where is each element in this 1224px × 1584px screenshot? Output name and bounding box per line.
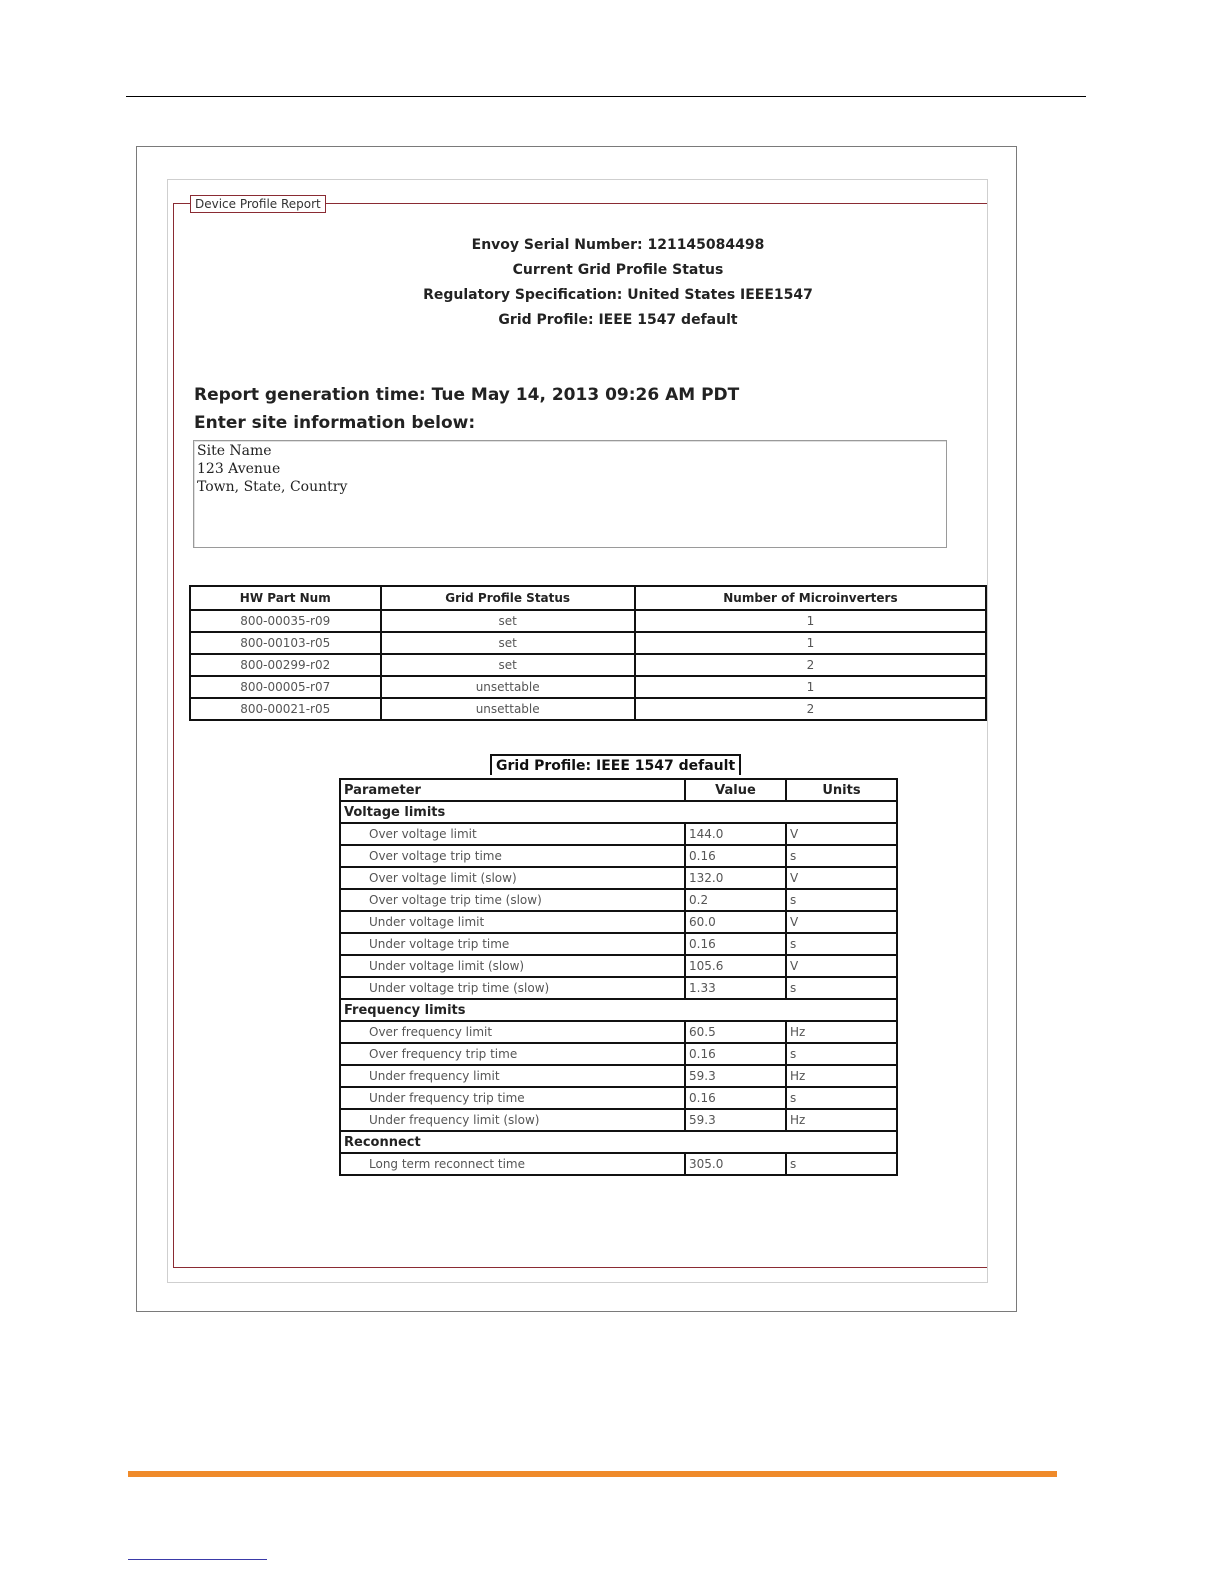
- microinverter-count-cell: 1: [635, 610, 986, 632]
- grid-profile-line: Grid Profile: IEEE 1547 default: [498, 312, 738, 328]
- group-row-voltage-limits: [340, 801, 897, 823]
- grid-status-line: Current Grid Profile Status: [512, 262, 724, 278]
- parameter-cell: Over voltage trip time: [340, 845, 685, 867]
- parameter-cell: Under voltage trip time: [340, 933, 685, 955]
- grid-status-cell: unsettable: [381, 676, 635, 698]
- microinverter-count-cell: 1: [635, 632, 986, 654]
- table-row: [340, 911, 897, 933]
- units-cell: s: [786, 1153, 897, 1175]
- grid-profile-table-title: Grid Profile: IEEE 1547 default: [490, 754, 741, 775]
- hw-part-num-header: HW Part Num: [190, 586, 381, 610]
- value-cell: 0.16: [685, 845, 786, 867]
- parameter-cell: Under voltage trip time (slow): [340, 977, 685, 999]
- parameter-cell: Under frequency trip time: [340, 1087, 685, 1109]
- units-cell: s: [786, 1043, 897, 1065]
- microinverter-count-header: Number of Microinverters: [635, 586, 986, 610]
- parameter-cell: Under frequency limit: [340, 1065, 685, 1087]
- table-row: [190, 676, 986, 698]
- value-cell: 59.3: [685, 1109, 786, 1131]
- value-cell: 0.16: [685, 933, 786, 955]
- units-cell: V: [786, 955, 897, 977]
- grid-status-cell: set: [381, 632, 635, 654]
- parameter-header: Parameter: [340, 779, 685, 801]
- value-cell: 0.2: [685, 889, 786, 911]
- value-cell: 0.16: [685, 1043, 786, 1065]
- units-cell: s: [786, 933, 897, 955]
- parameter-cell: Long term reconnect time: [340, 1153, 685, 1175]
- microinverter-count-cell: 2: [635, 698, 986, 720]
- units-cell: s: [786, 977, 897, 999]
- footer-accent-bar: [128, 1471, 1057, 1477]
- page-header-rule: [126, 96, 1086, 97]
- units-cell: Hz: [786, 1109, 897, 1131]
- table-row: [190, 610, 986, 632]
- grid-profile-header-row: [340, 779, 897, 801]
- hw-part-num-cell: 800-00103-r05: [190, 632, 381, 654]
- footer-link-underline: [128, 1559, 267, 1560]
- value-cell: 144.0: [685, 823, 786, 845]
- units-cell: V: [786, 823, 897, 845]
- parameter-cell: Over voltage limit: [340, 823, 685, 845]
- value-header: Value: [685, 779, 786, 801]
- table-row: [190, 698, 986, 720]
- parameter-cell: Over voltage limit (slow): [340, 867, 685, 889]
- parameter-cell: Over voltage trip time (slow): [340, 889, 685, 911]
- screenshot-frame: [136, 146, 1017, 1312]
- parameter-cell: Over frequency trip time: [340, 1043, 685, 1065]
- units-cell: V: [786, 911, 897, 933]
- units-cell: s: [786, 1087, 897, 1109]
- group-label: Voltage limits: [340, 801, 897, 823]
- parameter-cell: Under voltage limit (slow): [340, 955, 685, 977]
- parameter-cell: Under frequency limit (slow): [340, 1109, 685, 1131]
- units-cell: s: [786, 889, 897, 911]
- table-row: [340, 977, 897, 999]
- table-row: [340, 1065, 897, 1087]
- table-row: [340, 1021, 897, 1043]
- value-cell: 60.5: [685, 1021, 786, 1043]
- hw-part-num-cell: 800-00021-r05: [190, 698, 381, 720]
- group-label: Frequency limits: [340, 999, 897, 1021]
- microinverter-count-cell: 2: [635, 654, 986, 676]
- table-row: [340, 1043, 897, 1065]
- report-page: [167, 179, 988, 1283]
- hw-part-num-cell: 800-00035-r09: [190, 610, 381, 632]
- group-row-frequency-limits: [340, 999, 897, 1021]
- value-cell: 60.0: [685, 911, 786, 933]
- report-header: [168, 233, 988, 333]
- table-row: [190, 632, 986, 654]
- serial-number-line: Envoy Serial Number: 121145084498: [471, 237, 765, 253]
- site-info-label: Enter site information below:: [194, 413, 476, 433]
- units-cell: Hz: [786, 1065, 897, 1087]
- report-generation-time: Report generation time: Tue May 14, 2013 09:26 AM PDT: [194, 385, 740, 405]
- hw-part-table: [189, 585, 987, 721]
- value-cell: 59.3: [685, 1065, 786, 1087]
- table-row: [340, 845, 897, 867]
- hw-table-header-row: [190, 586, 986, 610]
- table-row: [340, 889, 897, 911]
- fieldset-legend: Device Profile Report: [190, 195, 326, 213]
- table-row: [340, 1087, 897, 1109]
- value-cell: 0.16: [685, 1087, 786, 1109]
- table-row: [340, 867, 897, 889]
- table-row: [190, 654, 986, 676]
- value-cell: 305.0: [685, 1153, 786, 1175]
- table-row: [340, 823, 897, 845]
- hw-part-num-cell: 800-00299-r02: [190, 654, 381, 676]
- parameter-cell: Over frequency limit: [340, 1021, 685, 1043]
- grid-profile-status-header: Grid Profile Status: [381, 586, 635, 610]
- value-cell: 1.33: [685, 977, 786, 999]
- table-row: [340, 933, 897, 955]
- regulatory-spec-line: Regulatory Specification: United States IEEE1547: [423, 287, 813, 303]
- microinverter-count-cell: 1: [635, 676, 986, 698]
- site-info-textarea[interactable]: Site Name 123 Avenue Town, State, Country: [193, 440, 947, 548]
- value-cell: 132.0: [685, 867, 786, 889]
- hw-part-num-cell: 800-00005-r07: [190, 676, 381, 698]
- units-cell: s: [786, 845, 897, 867]
- grid-status-cell: set: [381, 610, 635, 632]
- parameter-cell: Under voltage limit: [340, 911, 685, 933]
- group-label: Reconnect: [340, 1131, 897, 1153]
- table-row: [340, 955, 897, 977]
- group-row-reconnect: [340, 1131, 897, 1153]
- value-cell: 105.6: [685, 955, 786, 977]
- table-row: [340, 1153, 897, 1175]
- grid-status-cell: set: [381, 654, 635, 676]
- grid-profile-table: [339, 778, 898, 1176]
- grid-status-cell: unsettable: [381, 698, 635, 720]
- units-cell: V: [786, 867, 897, 889]
- table-row: [340, 1109, 897, 1131]
- units-cell: Hz: [786, 1021, 897, 1043]
- units-header: Units: [786, 779, 897, 801]
